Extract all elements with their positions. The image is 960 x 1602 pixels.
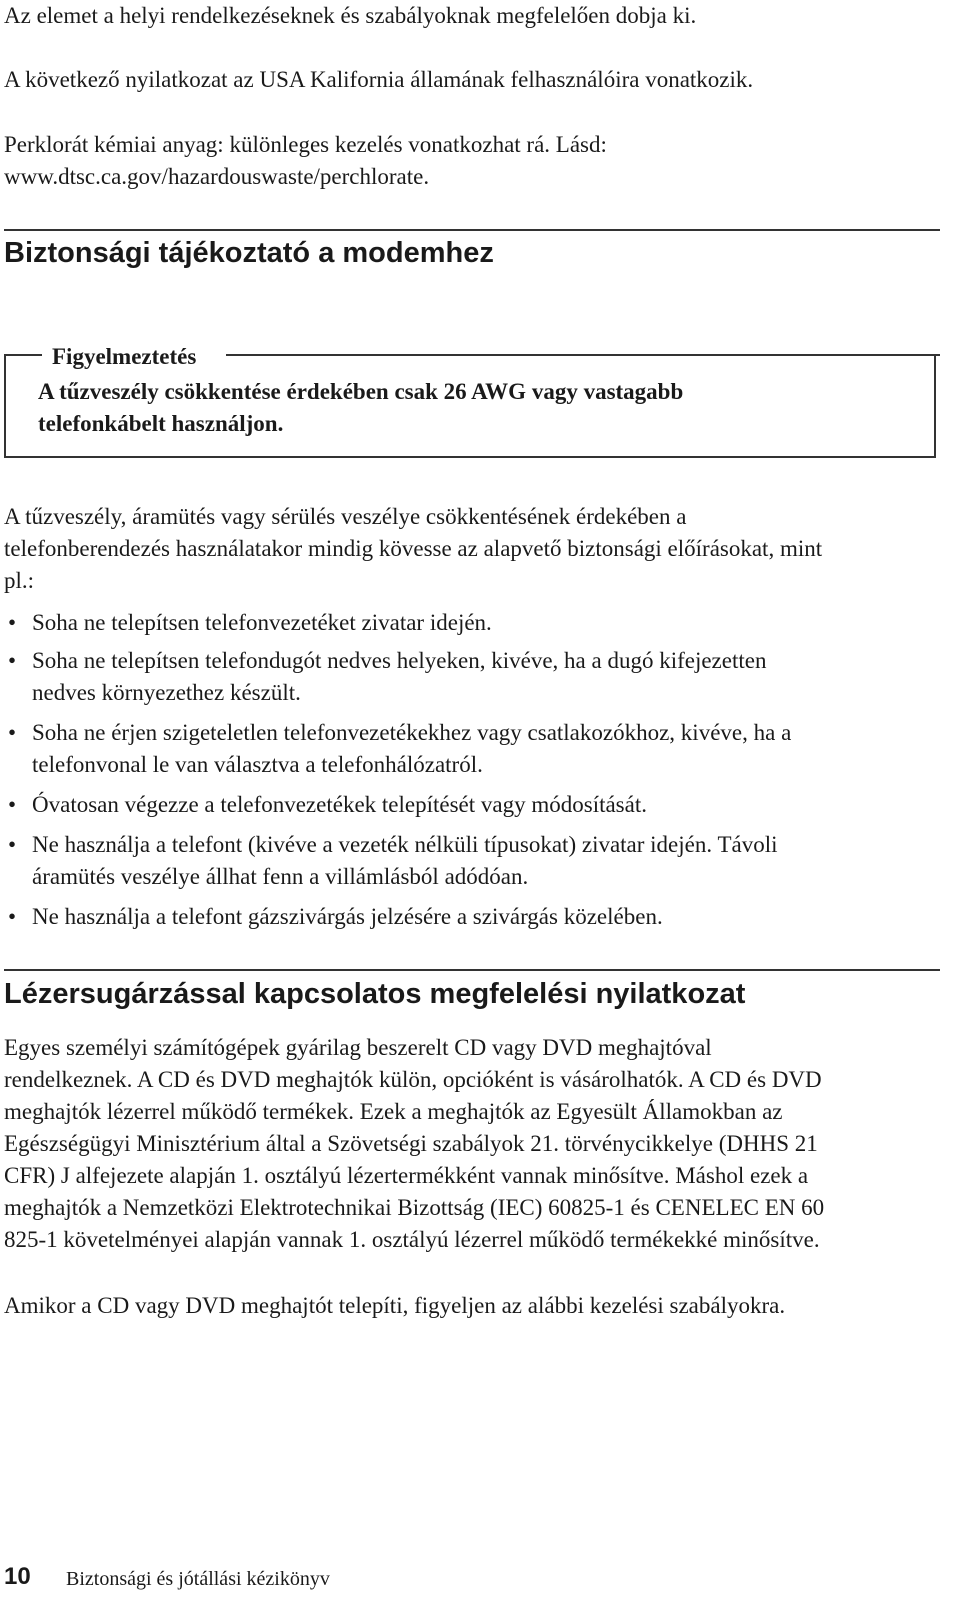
bullet-icon: •	[8, 832, 17, 857]
paragraph-battery-disposal: Az elemet a helyi rendelkezéseknek és szabályoknak megfelelően dobja ki.	[4, 3, 697, 28]
laser-paragraph-line: meghajtók a Nemzetközi Elektrotechnikai Bizottság (IEC) 60825-1 és CENELEC EN 60	[4, 1195, 825, 1220]
laser-paragraph-line: CFR) J alfejezete alapján 1. osztályú lézertermékként vannak minősítve. Máshol ezek a	[4, 1163, 809, 1188]
list-item-text: Soha ne telepítsen telefonvezetéket zivatar idején.	[32, 610, 492, 635]
list-item-text-cont: telefonvonal le van választva a telefonhálózatról.	[32, 752, 483, 777]
paragraph-perchlorate-line1: Perklorát kémiai anyag: különleges kezelés vonatkozhat rá. Lásd:	[4, 132, 607, 157]
bullet-icon: •	[8, 648, 17, 673]
modem-paragraph-line-3: pl.:	[4, 568, 35, 593]
laser-closing-paragraph: Amikor a CD vagy DVD meghajtót telepíti, figyeljen az alábbi kezelési szabályokra.	[4, 1293, 786, 1318]
list-item-text: Ne használja a telefont gázszivárgás jelzésére a szivárgás közelében.	[32, 904, 663, 929]
paragraph-california-notice: A következő nyilatkozat az USA Kalifornia államának felhasználóira vonatkozik.	[4, 67, 754, 92]
laser-paragraph-line: Egészségügyi Minisztérium által a Szövetségi szabályok 21. törvénycikkelye (DHHS 21	[4, 1131, 818, 1156]
warning-body	[38, 376, 918, 440]
modem-paragraph	[4, 501, 944, 597]
warning-title: Figyelmeztetés	[52, 344, 197, 369]
list-item-text: Ne használja a telefont (kivéve a vezeték nélküli típusokat) zivatar idején. Távoli	[32, 832, 778, 857]
bullet-icon: •	[8, 720, 17, 745]
section-divider	[4, 969, 940, 971]
warning-line-2: telefonkábelt használjon.	[38, 411, 284, 436]
laser-section-heading: Lézersugárzással kapcsolatos megfelelési nyilatkozat	[4, 978, 746, 1010]
laser-paragraph-line: Egyes személyi számítógépek gyárilag beszerelt CD vagy DVD meghajtóval	[4, 1035, 712, 1060]
modem-paragraph-line-1: A tűzveszély, áramütés vagy sérülés veszélye csökkentésének érdekében a	[4, 504, 687, 529]
laser-paragraph	[4, 1032, 944, 1256]
section-divider	[4, 229, 940, 231]
modem-paragraph-line-2: telefonberendezés használatakor mindig kövesse az alapvető biztonsági előírásokat, mint	[4, 536, 823, 561]
list-item-text: Soha ne telepítsen telefondugót nedves helyeken, kivéve, ha a dugó kifejezetten	[32, 648, 767, 673]
list-item-text-cont: áramütés veszélye állhat fenn a villámlásból adódóan.	[32, 864, 529, 889]
bullet-icon: •	[8, 792, 17, 817]
list-item-text: Soha ne érjen szigeteletlen telefonvezetékekhez vagy csatlakozókhoz, kivéve, ha a	[32, 720, 792, 745]
list-item-text-cont: nedves környezethez készült.	[32, 680, 301, 705]
list-item-text: Óvatosan végezze a telefonvezetékek telepítését vagy módosítását.	[32, 792, 647, 817]
paragraph-perchlorate-url: www.dtsc.ca.gov/hazardouswaste/perchlorate.	[4, 164, 430, 189]
bullet-icon: •	[8, 904, 17, 929]
footer-book-title: Biztonsági és jótállási kézikönyv	[66, 1568, 330, 1590]
bullet-icon: •	[8, 610, 17, 635]
laser-paragraph-line: meghajtók lézerrel működő termékek. Ezek a meghajtók az Egyesült Államokban az	[4, 1099, 783, 1124]
laser-paragraph-line: rendelkeznek. A CD és DVD meghajtók külön, opcióként is vásárolhatók. A CD és DVD	[4, 1067, 822, 1092]
page-number: 10	[4, 1563, 31, 1590]
laser-paragraph-line: 825-1 követelményei alapján vannak 1. osztályú lézerrel működő termékekké minősítve.	[4, 1227, 820, 1252]
warning-line-1: A tűzveszély csökkentése érdekében csak 26 AWG vagy vastagabb	[38, 379, 684, 404]
modem-section-heading: Biztonsági tájékoztató a modemhez	[4, 237, 494, 269]
